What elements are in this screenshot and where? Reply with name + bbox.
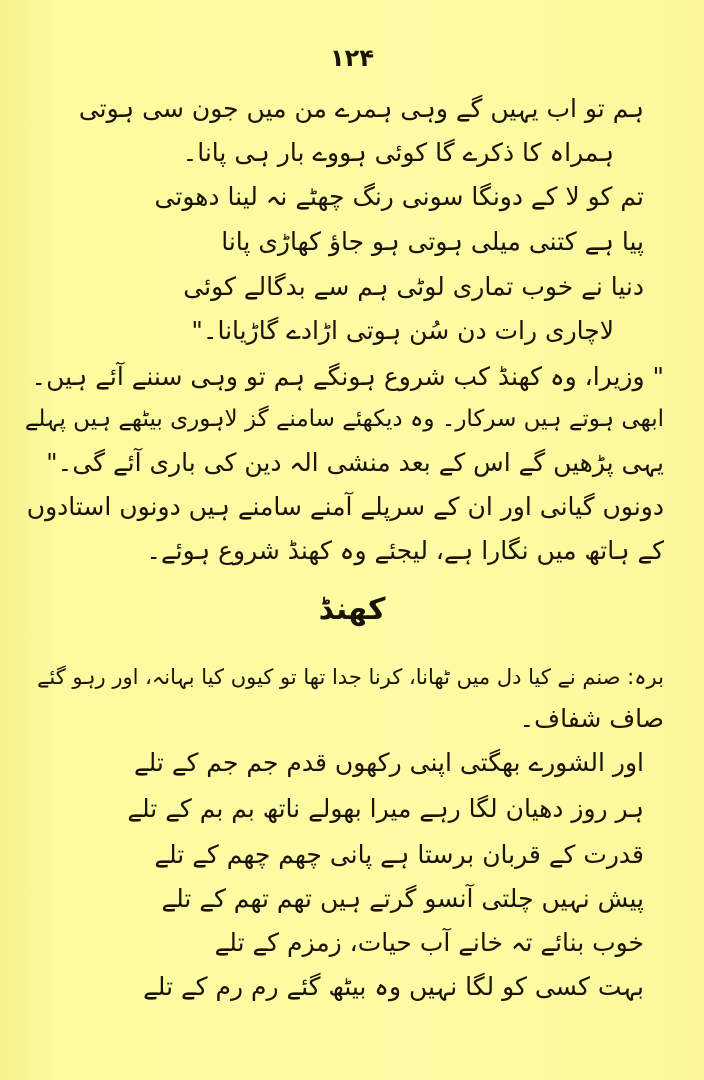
page-number: ۱۲۴: [330, 44, 374, 72]
poem-1-line-1: ہم تو اب یہیں گے وہی ہمرے من میں جون سی ہوتی: [78, 94, 644, 123]
prose-1-line-1: " وزیرا، وہ کھنڈ کب شروع ہونگے ہم تو وہی سننے آئے ہیں۔: [31, 362, 664, 391]
section-heading: کھنڈ: [318, 592, 386, 627]
poem-1-line-6: لاچاری رات دن سُن ہوتی اڑادے گاڑیانا۔": [191, 316, 614, 345]
poem-2-line-2: ہر روز دھیان لگا رہے میرا بھولے ناتھ بم بم کے تلے: [127, 794, 644, 823]
poem-2-line-1: اور الشورے بھگتی اپنی رکھوں قدم جم جم کے تلے: [133, 748, 644, 777]
prose-1-line-3: یہی پڑھیں گے اس کے بعد منشی الہ دین کی باری آئے گی۔": [46, 448, 664, 477]
poem-2-line-6: بہت کسی کو لگا نہیں وہ بیٹھ گئے رم رم کے تلے: [143, 972, 644, 1001]
prose-2-line-1: برہ: صنم نے کیا دل میں ٹھانا، کرنا جدا تھا تو کیوں کیا بہانہ، اور رہو گئے: [37, 665, 664, 689]
prose-1-line-4: دونوں گیانی اور ان کے سرپلے آمنے سامنے ہیں دونوں استادوں: [26, 492, 664, 521]
prose-1-line-5: کے ہاتھ میں نگارا ہے، لیجئے وہ کھنڈ شروع ہوئے۔: [146, 536, 664, 565]
prose-2-line-2: صاف شفاف۔: [519, 704, 664, 733]
poem-2-line-4: پیش نہیں چلتی آنسو گرتے ہیں تھم تھم کے تلے: [161, 884, 644, 913]
poem-1-line-3: تم کو لا کے دونگا سونی رنگ چھٹے نہ لینا دھوتی: [154, 182, 644, 211]
prose-1-line-2: ابھی ہوتے ہیں سرکار۔ وہ دیکھئے سامنے گز لاہوری بیٹھے ہیں پہلے: [24, 406, 664, 432]
poem-2-line-5: خوب بنائے تہ خانے آب حیات، زمزم کے تلے: [214, 928, 644, 957]
poem-1-line-2: ہمراہ کا ذکرے گا کوئی ہووے بار ہی پانا۔: [182, 138, 614, 167]
poem-1-line-5: دنیا نے خوب تماری لوٹی ہم سے بدگالے کوئی: [183, 272, 644, 301]
poem-2-line-3: قدرت کے قربان برستا ہے پانی چھم چھم کے تلے: [154, 840, 644, 869]
poem-1-line-4: پیا ہے کتنی میلی ہوتی ہو جاؤ کھاڑی پانا: [221, 227, 644, 256]
